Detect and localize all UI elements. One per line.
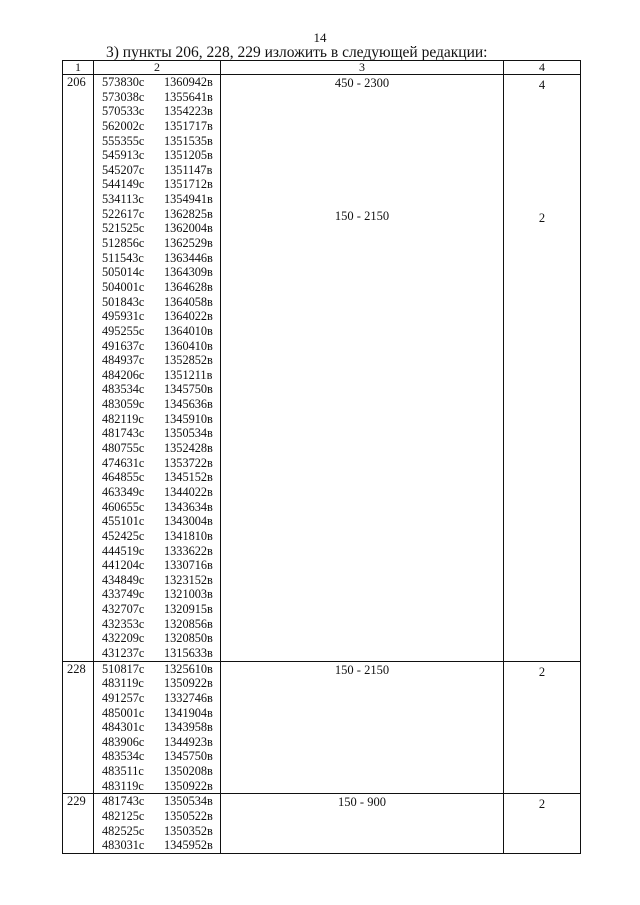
coordinate-east: 1320856в	[164, 616, 213, 631]
coordinate-east: 1325610в	[164, 661, 213, 676]
quantity-value: 2	[538, 797, 546, 812]
coordinate-pair	[102, 794, 220, 809]
coordinate-east: 1341904в	[164, 705, 213, 720]
coordinate-north: 484206с	[102, 367, 145, 382]
coordinate-east: 1364010в	[164, 323, 213, 338]
coordinate-north: 444519с	[102, 543, 145, 558]
coordinate-pair	[102, 104, 220, 119]
coordinate-north: 483059с	[102, 397, 145, 412]
altitude-range: 150 - 900	[338, 795, 386, 810]
altitude-range: 450 - 2300	[334, 76, 390, 90]
coordinate-pair	[102, 824, 220, 839]
coordinate-north: 441204с	[102, 558, 145, 573]
coordinate-east: 1350922в	[164, 778, 213, 793]
coordinate-north: 483906с	[102, 734, 145, 749]
coordinates-cell	[94, 661, 221, 794]
coordinate-pair	[102, 809, 220, 824]
coordinate-east: 1364628в	[164, 279, 213, 294]
table-header-row	[63, 61, 581, 75]
column-header-4: 4	[504, 61, 581, 75]
item-number-cell: 228	[63, 661, 94, 794]
coordinate-pair	[102, 221, 220, 236]
coordinate-east: 1351205в	[164, 148, 213, 163]
coordinate-east: 1320850в	[164, 631, 213, 646]
coordinate-pair	[102, 706, 220, 721]
altitude-range: 150 - 2150	[334, 662, 390, 677]
coordinate-east: 1343634в	[164, 499, 213, 514]
coordinate-pair	[102, 631, 220, 646]
coordinate-north: 431237с	[102, 645, 145, 660]
coordinate-north: 460655с	[102, 499, 145, 514]
quantity-cell	[504, 661, 581, 794]
coordinate-north: 474631с	[102, 455, 145, 470]
coordinate-pair	[102, 207, 220, 222]
coordinate-pair	[102, 838, 220, 853]
coordinate-east: 1341810в	[164, 528, 213, 543]
coordinate-east: 1345750в	[164, 749, 213, 764]
coordinate-east: 1345636в	[164, 397, 213, 412]
coordinate-east: 1351211в	[164, 367, 213, 382]
quantity-value: 4	[538, 78, 546, 92]
coordinate-pair	[102, 749, 220, 764]
coordinate-north: 562002с	[102, 118, 145, 133]
coordinate-north: 555355с	[102, 133, 145, 148]
coordinate-north: 432209с	[102, 631, 145, 646]
coordinate-pair	[102, 236, 220, 251]
coordinate-pair	[102, 573, 220, 588]
coordinate-east: 1352852в	[164, 353, 213, 368]
coordinate-pair	[102, 441, 220, 456]
coordinate-east: 1351712в	[164, 177, 213, 192]
item-number-cell: 206	[63, 75, 94, 662]
coordinate-east: 1353722в	[164, 455, 213, 470]
coordinate-pair	[102, 295, 220, 310]
coordinate-pair	[102, 456, 220, 471]
coordinate-pair	[102, 192, 220, 207]
table-row	[63, 661, 581, 794]
coordinate-pair	[102, 602, 220, 617]
coordinate-east: 1350922в	[164, 676, 213, 691]
coordinate-north: 573830с	[102, 75, 145, 89]
coordinate-east: 1351535в	[164, 133, 213, 148]
coordinate-east: 1362529в	[164, 236, 213, 251]
coordinate-pair	[102, 646, 220, 661]
coordinate-east: 1364309в	[164, 265, 213, 280]
coordinate-north: 504001с	[102, 279, 145, 294]
coordinate-north: 483119с	[102, 676, 144, 691]
quantity-cell	[504, 75, 581, 662]
coordinate-north: 521525с	[102, 221, 145, 236]
coordinate-east: 1351147в	[164, 162, 213, 177]
coordinate-east: 1345910в	[164, 411, 213, 426]
coordinate-north: 485001с	[102, 705, 145, 720]
coordinate-north: 545913с	[102, 148, 145, 163]
coordinate-north: 522617с	[102, 206, 145, 221]
coordinate-pair	[102, 265, 220, 280]
coordinate-pair	[102, 544, 220, 559]
range-cell	[221, 661, 504, 794]
coordinate-east: 1345750в	[164, 382, 213, 397]
coordinate-east: 1315633в	[164, 645, 213, 660]
coordinate-north: 432353с	[102, 616, 145, 631]
coordinate-north: 505014с	[102, 265, 145, 280]
coordinate-east: 1363446в	[164, 250, 213, 265]
coordinate-pair	[102, 426, 220, 441]
coordinate-north: 483119с	[102, 778, 144, 793]
coordinate-pair	[102, 309, 220, 324]
coordinate-north: 495255с	[102, 323, 145, 338]
coordinate-pair	[102, 134, 220, 149]
coordinate-north: 484301с	[102, 720, 145, 735]
coordinate-pair	[102, 500, 220, 515]
coordinate-east: 1354223в	[164, 104, 213, 119]
quantity-value: 2	[538, 211, 546, 226]
coordinate-east: 1343958в	[164, 720, 213, 735]
coordinate-north: 482125с	[102, 809, 145, 824]
coordinate-north: 510817с	[102, 661, 145, 676]
coordinate-pair	[102, 529, 220, 544]
coordinate-north: 573038с	[102, 89, 145, 104]
page-number: 14	[313, 30, 327, 45]
coordinate-east: 1345152в	[164, 470, 213, 485]
coordinate-north: 481743с	[102, 426, 145, 441]
column-header-3: 3	[221, 61, 504, 75]
coordinate-north: 534113с	[102, 192, 144, 207]
coordinate-pair	[102, 177, 220, 192]
coordinate-pair	[102, 368, 220, 383]
coordinate-pair	[102, 587, 220, 602]
column-header-2: 2	[94, 61, 221, 75]
coordinate-north: 464855с	[102, 470, 145, 485]
coordinate-pair	[102, 735, 220, 750]
coordinates-cell	[94, 75, 221, 662]
coordinate-east: 1350534в	[164, 426, 213, 441]
coordinate-east: 1352428в	[164, 441, 213, 456]
coordinate-pair	[102, 90, 220, 105]
coordinate-pair	[102, 720, 220, 735]
coordinate-east: 1344923в	[164, 734, 213, 749]
coordinate-pair	[102, 764, 220, 779]
coordinate-north: 434849с	[102, 572, 145, 587]
coordinate-north: 483534с	[102, 749, 145, 764]
coordinate-pair	[102, 382, 220, 397]
coordinate-north: 483511с	[102, 764, 144, 779]
coordinate-north: 495931с	[102, 309, 145, 324]
coordinate-east: 1362004в	[164, 221, 213, 236]
coordinate-pair	[102, 779, 220, 794]
coordinate-pair	[102, 280, 220, 295]
table-row	[63, 75, 581, 662]
coordinate-pair	[102, 397, 220, 412]
coordinate-north: 491637с	[102, 338, 145, 353]
coordinate-north: 432707с	[102, 602, 145, 617]
coordinate-east: 1344022в	[164, 484, 213, 499]
coordinate-north: 452425с	[102, 528, 145, 543]
coordinate-north: 463349с	[102, 484, 145, 499]
coordinate-north: 545207с	[102, 162, 145, 177]
column-header-1: 1	[63, 61, 94, 75]
coordinate-pair	[102, 353, 220, 368]
coordinate-east: 1350208в	[164, 764, 213, 779]
table-row	[63, 794, 581, 854]
coordinate-pair	[102, 75, 220, 90]
coordinate-north: 544149с	[102, 177, 145, 192]
coordinate-pair	[102, 617, 220, 632]
coordinate-east: 1364022в	[164, 309, 213, 324]
range-cell	[221, 794, 504, 854]
coordinate-east: 1364058в	[164, 294, 213, 309]
coordinate-east: 1332746в	[164, 690, 213, 705]
coordinate-north: 482119с	[102, 411, 144, 426]
coordinates-table	[62, 60, 581, 854]
coordinate-east: 1323152в	[164, 572, 213, 587]
coordinate-pair	[102, 163, 220, 178]
coordinate-east: 1330716в	[164, 558, 213, 573]
coordinate-east: 1360410в	[164, 338, 213, 353]
coordinate-pair	[102, 514, 220, 529]
coordinate-pair	[102, 119, 220, 134]
coordinate-pair	[102, 470, 220, 485]
table-body	[63, 75, 581, 854]
coordinate-pair	[102, 339, 220, 354]
coordinate-east: 1354941в	[164, 192, 213, 207]
coordinate-north: 480755с	[102, 441, 145, 456]
coordinate-pair	[102, 251, 220, 266]
coordinate-north: 433749с	[102, 587, 145, 602]
coordinate-north: 483031с	[102, 838, 145, 853]
coordinate-pair	[102, 485, 220, 500]
coordinate-pair	[102, 676, 220, 691]
coordinate-east: 1343004в	[164, 514, 213, 529]
coordinate-east: 1350352в	[164, 823, 213, 838]
quantity-value: 2	[538, 664, 546, 679]
coordinate-north: 482525с	[102, 823, 145, 838]
coordinate-pair	[102, 324, 220, 339]
altitude-range: 150 - 2150	[334, 209, 390, 224]
coordinate-east: 1362825в	[164, 206, 213, 221]
coordinate-pair	[102, 558, 220, 573]
section-heading: 3) пункты 206, 228, 229 изложить в следующей редакции:	[106, 44, 488, 61]
coordinate-pair	[102, 662, 220, 677]
coordinate-east: 1355641в	[164, 89, 213, 104]
coordinate-east: 1333622в	[164, 543, 213, 558]
coordinate-north: 491257с	[102, 690, 145, 705]
coordinate-north: 481743с	[102, 794, 145, 809]
coordinate-pair	[102, 691, 220, 706]
quantity-cell	[504, 794, 581, 854]
coordinate-north: 511543с	[102, 250, 144, 265]
coordinate-east: 1350522в	[164, 809, 213, 824]
coordinate-north: 455101с	[102, 514, 145, 529]
coordinate-north: 501843с	[102, 294, 145, 309]
coordinate-north: 512856с	[102, 236, 145, 251]
coordinate-east: 1360942в	[164, 75, 213, 89]
coordinate-pair	[102, 412, 220, 427]
coordinate-east: 1350534в	[164, 794, 213, 809]
coordinate-north: 483534с	[102, 382, 145, 397]
coordinate-north: 484937с	[102, 353, 145, 368]
coordinate-east: 1321003в	[164, 587, 213, 602]
coordinate-east: 1345952в	[164, 838, 213, 853]
item-number-cell: 229	[63, 794, 94, 854]
range-cell	[221, 75, 504, 662]
coordinate-east: 1351717в	[164, 118, 213, 133]
coordinates-cell	[94, 794, 221, 854]
coordinate-pair	[102, 148, 220, 163]
coordinate-north: 570533с	[102, 104, 145, 119]
coordinate-east: 1320915в	[164, 602, 213, 617]
